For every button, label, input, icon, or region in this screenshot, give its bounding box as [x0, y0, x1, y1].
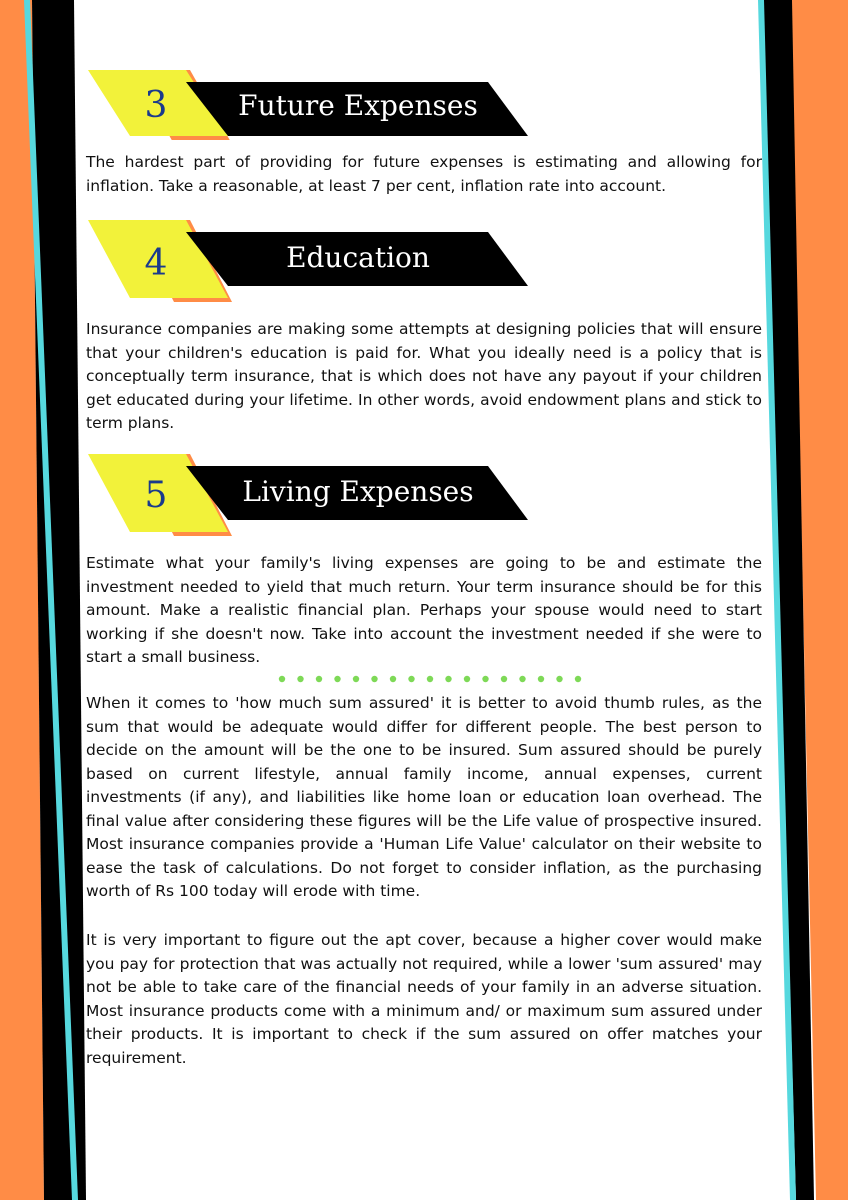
section-header-education [88, 220, 528, 290]
right-border-decoration [758, 0, 848, 1200]
section-number: 3 [144, 84, 168, 126]
left-border-decoration [0, 0, 90, 1200]
section-title: Living Expenses [242, 474, 474, 508]
section-title: Education [286, 240, 430, 274]
section-header-living-expenses [88, 454, 528, 524]
section-body-living-expenses: Estimate what your family's living expenses are going to be and estimate the investment needed to yield that much return. Your term insurance should be for this amount. Make a realistic financial plan. Perhaps your spouse would need to start working if she doesn't now. Take into account the investment needed if she were to start a small business. [86, 554, 762, 666]
section-title: Future Expenses [238, 88, 478, 122]
section-body-education: Insurance companies are making some attempts at designing policies that will ensure that your children's education is paid for. What you ideally need is a policy that is conceptually term insurance, that is which does not have any payout if your children get educated during your lifetime. In other words, avoid endowment plans and stick to term plans. [86, 320, 762, 432]
section-number: 5 [144, 474, 168, 516]
closing-paragraph-2: It is very important to figure out the apt cover, because a higher cover would make you pay for protection that was actually not required, while a lower 'sum assured' may not be able to take care of the financial needs of your family in an adverse situation. Most insurance products come with a minimum and/ or maximum sum assured under their products. It is important to check if the sum assured on offer matches your requirement. [86, 931, 762, 1067]
dotted-divider [278, 674, 590, 684]
section-body-future-expenses: The hardest part of providing for future expenses is estimating and allowing for inflation. Take a reasonable, at least 7 per cent, inflation rate into account. [86, 153, 762, 195]
section-header-future-expenses [88, 70, 528, 140]
closing-paragraph-1: When it comes to 'how much sum assured' it is better to avoid thumb rules, as the sum that would be adequate would differ for different people. The best person to decide on the amount will be the one to be insured. Sum assured should be purely based on current lifestyle, annual family income, annual expenses, current investments (if any), and liabilities like home loan or education loan overhead. The final value after considering these figures will be the Life value of prospective insured. Most insurance companies provide a 'Human Life Value' calculator on their website to ease the task of calculations. Do not forget to consider inflation, as the purchasing worth of Rs 100 today will erode with time. [86, 694, 762, 900]
section-number: 4 [144, 242, 168, 284]
